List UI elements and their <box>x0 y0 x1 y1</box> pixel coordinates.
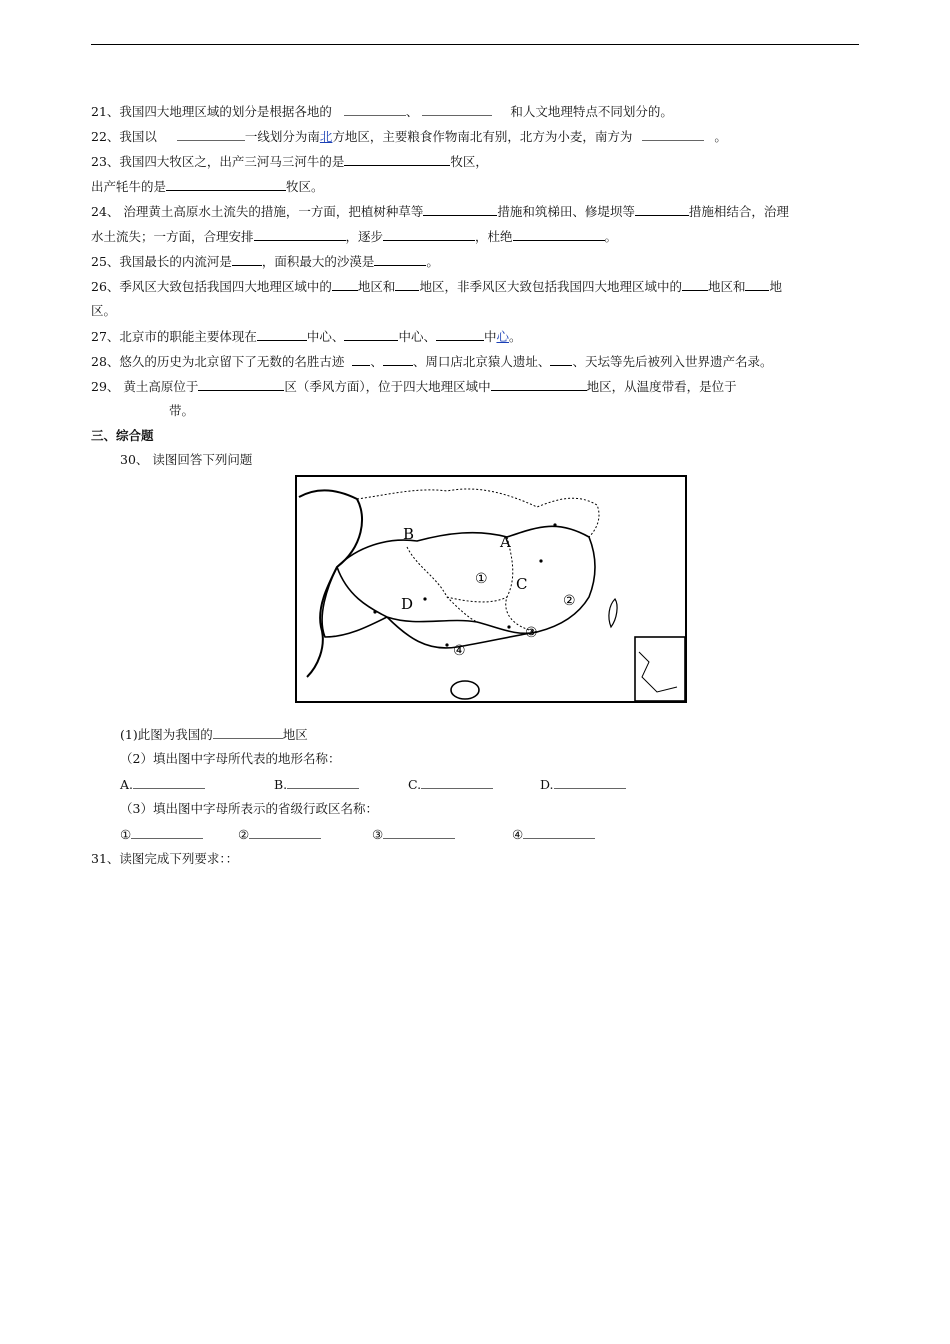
china-south-map <box>295 475 687 703</box>
q24-line1-c: 措施相结合，治理 <box>688 204 789 219</box>
question-28 <box>91 353 772 370</box>
q29-line1-b: 区（季风方面），位于四大地理区域中 <box>284 379 491 394</box>
q30-p2-blank-b[interactable] <box>287 776 359 789</box>
map-label-b: B <box>403 525 415 543</box>
q23-line1-prefix: 23、我国四大牧区之，出产三河马三河牛的是 <box>91 154 345 169</box>
q30-p2-blank-a[interactable] <box>133 776 205 789</box>
question-22 <box>91 128 727 145</box>
q21-blank-2[interactable] <box>422 103 492 116</box>
q22-suffix: 。 <box>714 129 727 144</box>
question-26-line-1 <box>91 278 782 295</box>
q30-part-2-options <box>120 776 626 793</box>
q27-suffix: 。 <box>508 329 522 344</box>
q30-part-3-options <box>120 826 595 843</box>
q24-blank-2[interactable] <box>635 203 689 216</box>
q30-p3-blank-3[interactable] <box>383 826 455 839</box>
q29-line1-c: 地区，从温度带看，是位于 <box>586 379 737 394</box>
q27-a: 中心、 <box>306 329 345 344</box>
q22-prefix: 22、我国以 <box>91 129 157 144</box>
q23-line2-prefix: 出产牦牛的是 <box>91 179 167 194</box>
q28-blank-1[interactable] <box>352 353 370 366</box>
map-label-4: ④ <box>453 643 466 659</box>
q27-link[interactable]: 心 <box>496 329 509 344</box>
q28-b: 、周口店北京猿人遗址、 <box>412 354 551 369</box>
q26-line1-c: 地区，非季风区大致包括我国四大地理区域中的 <box>419 279 682 294</box>
question-26-line-2 <box>91 303 116 319</box>
q30-p2-blank-d[interactable] <box>554 776 626 789</box>
q30-p2-opt-a: A. <box>120 777 134 792</box>
q26-blank-1[interactable] <box>332 278 358 291</box>
q28-blank-2[interactable] <box>383 353 413 366</box>
map-label-a: A <box>500 533 511 551</box>
q25-blank-2[interactable] <box>374 253 426 266</box>
map-label-1: ① <box>475 571 488 587</box>
q27-blank-2[interactable] <box>344 328 398 341</box>
question-25 <box>91 253 439 270</box>
q30-p3-opt-4: ④ <box>511 827 524 842</box>
header-rule <box>91 44 859 45</box>
q24-blank-4[interactable] <box>383 228 475 241</box>
q23-line2-suffix: 牧区。 <box>286 179 324 194</box>
q25-suffix: 。 <box>426 254 439 269</box>
section-3-title: 三、综合题 <box>91 428 154 443</box>
q24-blank-1[interactable] <box>423 203 497 216</box>
map-label-c: C <box>516 575 528 593</box>
q26-blank-2[interactable] <box>395 278 419 291</box>
question-24-line-2 <box>91 228 617 245</box>
question-23-line-1 <box>91 153 488 170</box>
q24-line2-b: ，逐步 <box>345 229 384 244</box>
q29-blank-1[interactable] <box>198 378 284 391</box>
q26-line1-d: 地区和 <box>707 279 746 294</box>
question-29-line-1 <box>91 378 859 395</box>
q28-blank-3[interactable] <box>550 353 572 366</box>
q24-line2-a: 水土流失；一方面，合理安排 <box>91 229 254 244</box>
q26-blank-3[interactable] <box>682 278 708 291</box>
question-31: 31、读图完成下列要求：： <box>91 851 239 866</box>
q30-p2-opt-c: C. <box>407 777 422 792</box>
q30-p1-prefix: (1)此图为我国的 <box>120 727 213 742</box>
q24-blank-5[interactable] <box>513 228 605 241</box>
q24-line2-d: 。 <box>604 229 618 244</box>
map-label-3: ③ <box>525 625 538 641</box>
q28-prefix: 28、悠久的历史为北京留下了无数的名胜古迹 <box>91 354 345 369</box>
q26-line1-a: 26、季风区大致包括我国四大地理区域中的 <box>91 279 332 294</box>
question-23-line-2 <box>91 178 324 195</box>
q28-a: 、 <box>370 354 383 369</box>
q24-line1-b: 措施和筑梯田、修堤坝等 <box>497 204 635 219</box>
q30-p3-opt-3: ③ <box>371 827 384 842</box>
q27-b: 中心、 <box>398 329 436 344</box>
q30-p2-opt-b: B. <box>273 777 288 792</box>
q30-part-3: （3）填出图中字母所表示的省级行政区名称： <box>120 801 378 816</box>
q21-suffix: 和人文地理特点不同划分的。 <box>510 104 673 119</box>
map-label-d: D <box>401 595 414 613</box>
q22-blank-2[interactable] <box>642 128 704 141</box>
q26-blank-4[interactable] <box>745 278 769 291</box>
q24-blank-3[interactable] <box>254 228 346 241</box>
q24-line2-c: ，杜绝 <box>475 229 513 244</box>
q23-blank-2[interactable] <box>166 178 286 191</box>
q27-blank-3[interactable] <box>436 328 484 341</box>
q21-blank-1[interactable] <box>344 103 406 116</box>
q30-part-2: （2）填出图中字母所代表的地形名称： <box>120 751 341 766</box>
q29-blank-2[interactable] <box>491 378 587 391</box>
q22-link[interactable]: 北 <box>319 129 333 144</box>
q23-blank-1[interactable] <box>344 153 450 166</box>
q22-mid2: 方地区，主要粮食作物南北有别，北方为小麦，南方为 <box>332 129 633 144</box>
question-29-line-2 <box>91 403 194 419</box>
question-30-title: 30、 读图回答下列问题 <box>120 452 253 467</box>
q27-blank-1[interactable] <box>257 328 307 341</box>
q30-p1-blank[interactable] <box>213 726 283 739</box>
q26-line1-b: 地区和 <box>357 279 396 294</box>
q26-line2: 区。 <box>91 303 117 318</box>
q30-p3-opt-1: ① <box>120 827 132 842</box>
q25-blank-1[interactable] <box>232 253 262 266</box>
map-svg <box>297 477 685 701</box>
question-27 <box>91 328 522 345</box>
q28-c: 、天坛等先后被列入世界遗产名录。 <box>572 354 773 369</box>
q21-sep: 、 <box>405 104 419 119</box>
q25-prefix: 25、我国最长的内流河是 <box>91 254 232 269</box>
q30-p3-blank-2[interactable] <box>249 826 321 839</box>
q27-c: 中 <box>483 329 497 344</box>
q27-prefix: 27、北京市的职能主要体现在 <box>91 329 257 344</box>
q30-p3-opt-2: ② <box>237 827 250 842</box>
q22-mid1: 一线划分为南 <box>244 129 320 144</box>
q30-p1-suffix: 地区 <box>282 727 308 742</box>
q30-part-1 <box>120 726 308 743</box>
q30-p3-blank-1[interactable] <box>131 826 203 839</box>
q24-line1-a: 24、 治理黄土高原水土流失的措施，一方面，把植树种草等 <box>91 204 424 219</box>
q22-blank-1[interactable] <box>177 128 245 141</box>
q25-mid: ，面积最大的沙漠是 <box>261 254 375 269</box>
q21-prefix: 21、我国四大地理区域的划分是根据各地的 <box>91 104 332 119</box>
q26-line1-e: 地 <box>769 279 782 294</box>
map-label-2: ② <box>563 593 576 609</box>
q29-line1-a: 29、 黄土高原位于 <box>91 379 199 394</box>
question-21 <box>91 103 673 120</box>
q30-p2-blank-c[interactable] <box>421 776 493 789</box>
q30-p2-opt-d: D. <box>539 777 554 792</box>
q30-p3-blank-4[interactable] <box>523 826 595 839</box>
question-24-line-1 <box>91 203 789 220</box>
q29-line2: 带。 <box>169 403 195 418</box>
q23-line1-suffix: 牧区， <box>450 154 488 169</box>
